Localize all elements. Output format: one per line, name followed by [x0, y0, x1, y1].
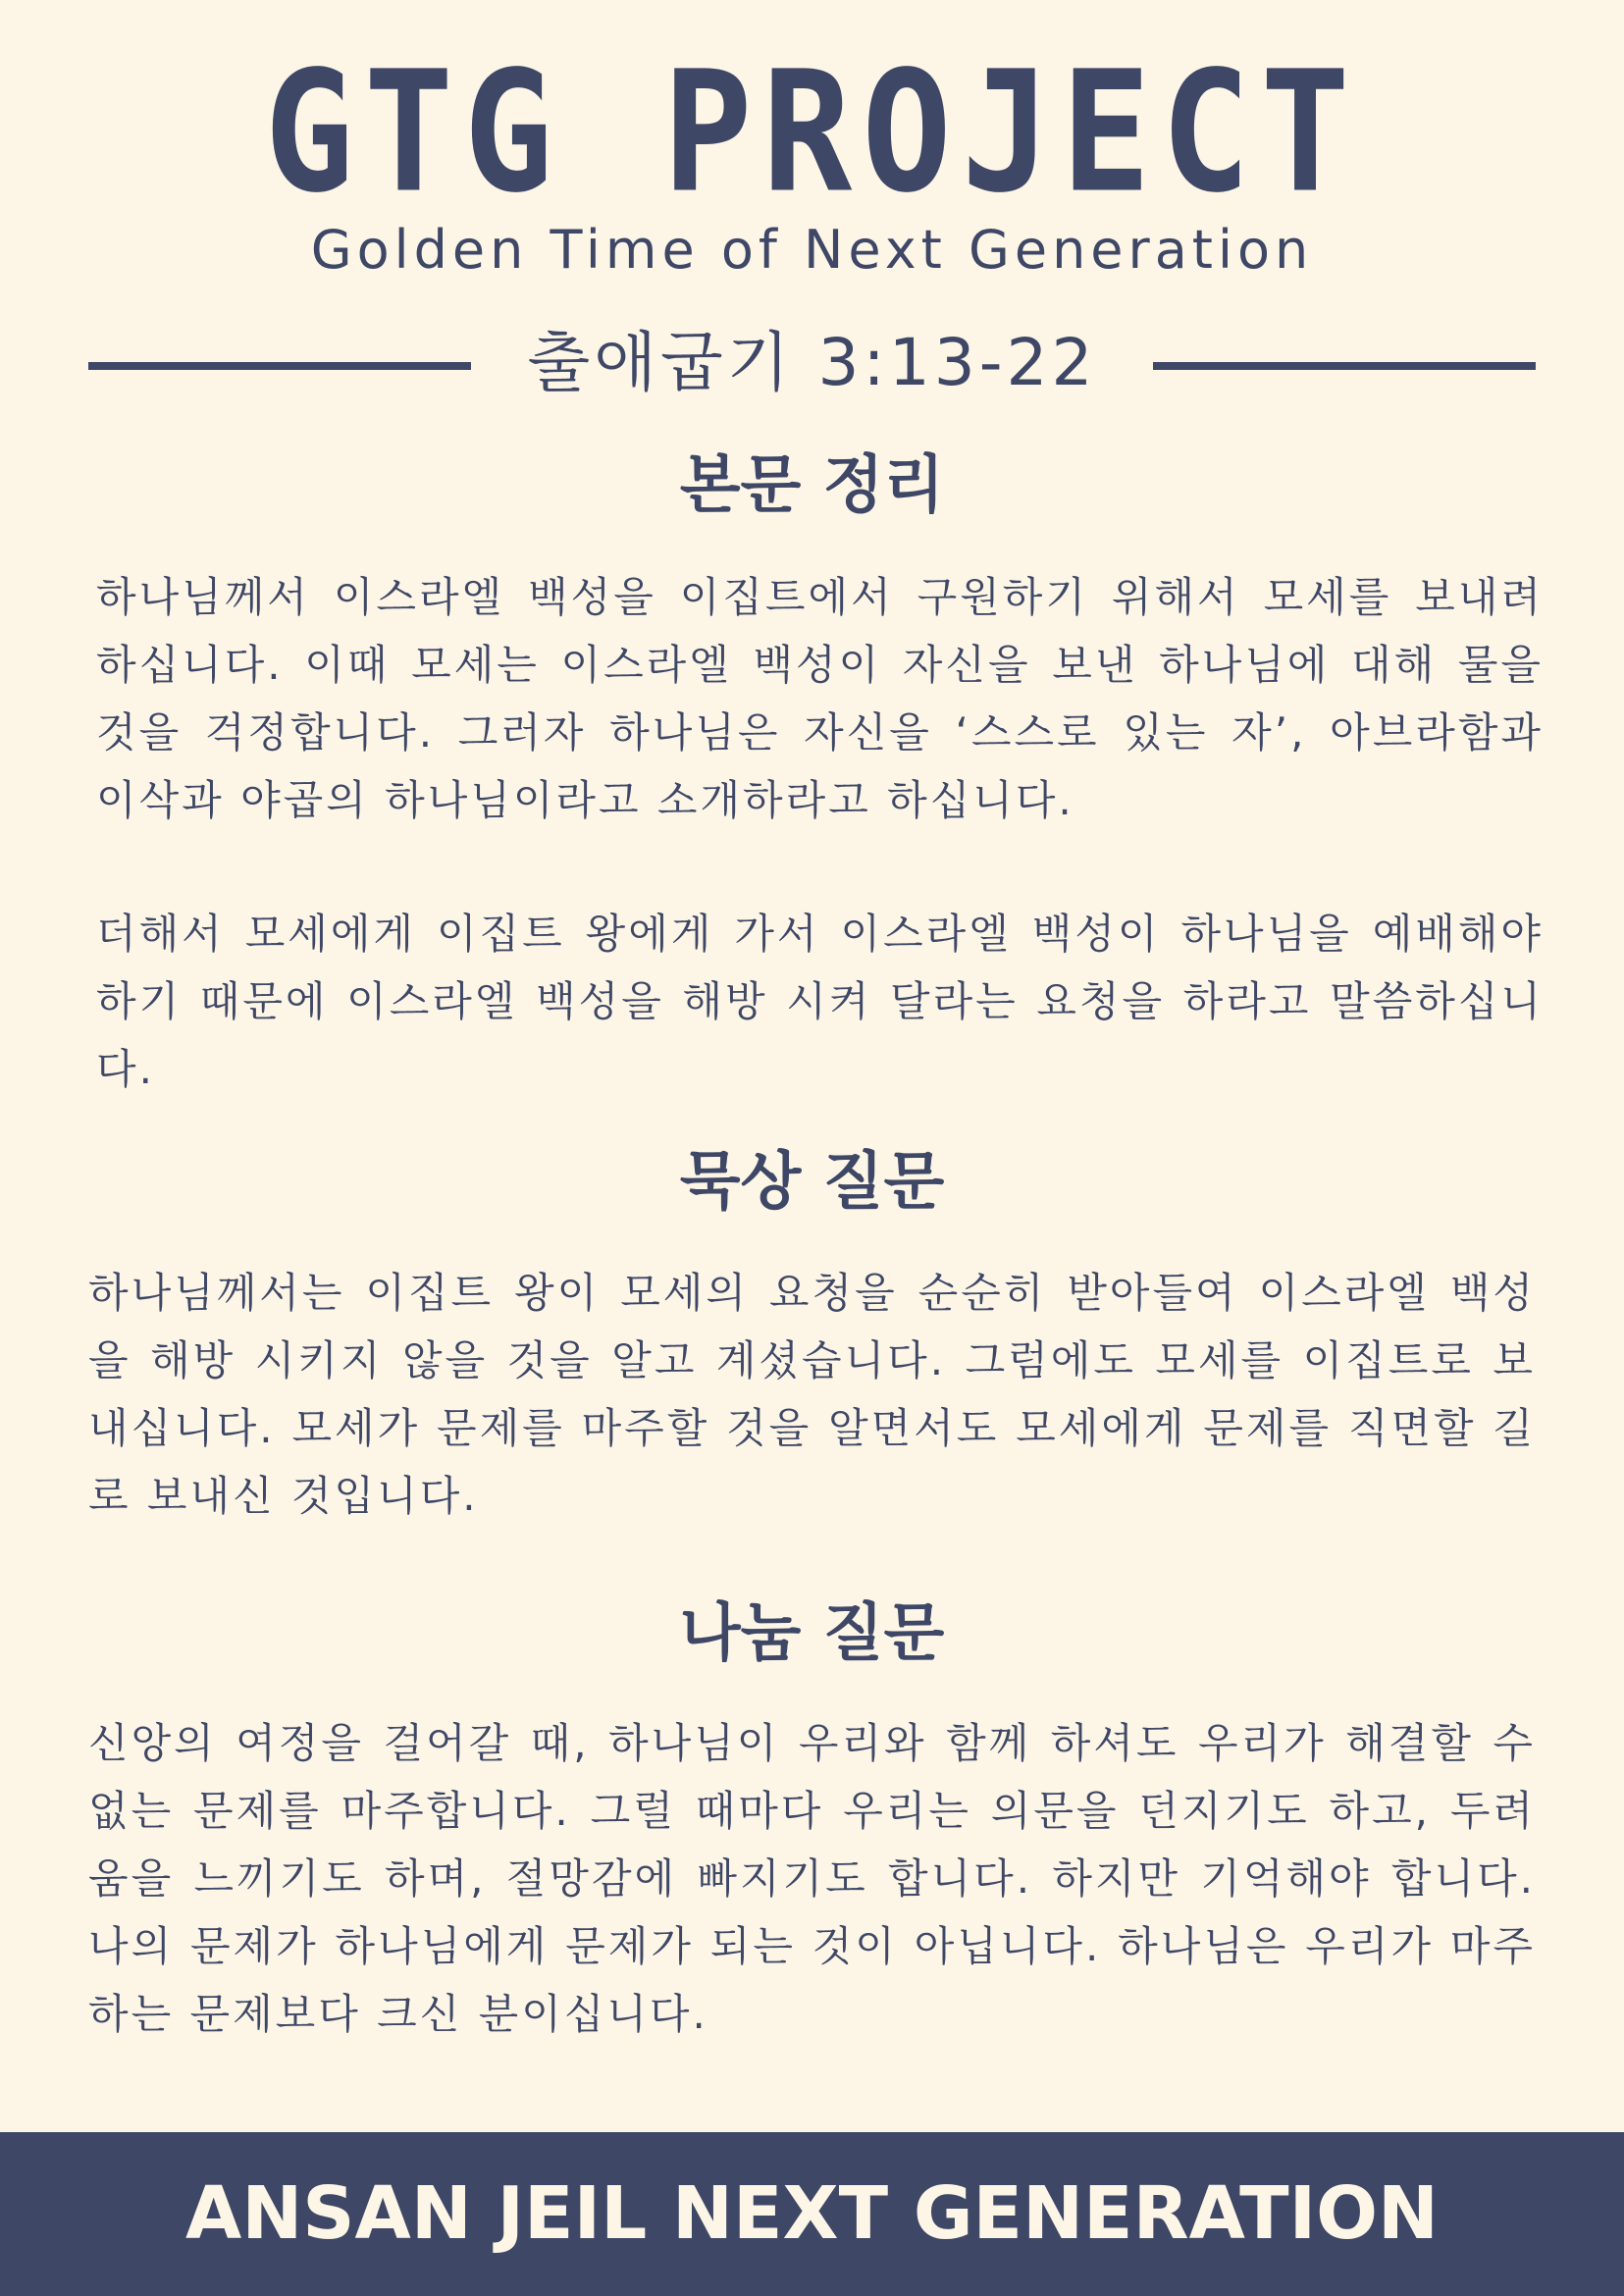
footer-banner	[0, 2132, 1624, 2296]
page-subtitle: Golden Time of Next Generation	[310, 219, 1314, 281]
scripture-reference: 출애굽기 3:13-22	[527, 325, 1097, 400]
right-divider-line	[1153, 362, 1536, 370]
left-divider-line	[88, 362, 471, 370]
summary-paragraph-1: 하나님께서 이스라엘 백성을 이집트에서 구원하기 위해서 모세를 보내려 하십니다. 이때 모세는 이스라엘 백성이 자신을 보낸 하나님에 대해 물을 것을 걱정합니다. 그러자 하나님은 자신을 ‘스스로 있는 자’, 아브라함과 이삭과 야곱의 하나님이라고 소개하라고 하십니다.	[96, 573, 1544, 824]
meditation-paragraph: 하나님께서는 이집트 왕이 모세의 요청을 순순히 받아들여 이스라엘 백성을 해방 시키지 않을 것을 알고 계셨습니다. 그럼에도 모세를 이집트로 보내십니다. 모세가 문제를 마주할 것을 알면서도 모세에게 문제를 직면할 길로 보내신 것입니다.	[88, 1269, 1536, 1520]
scripture-reference-row	[88, 314, 1536, 412]
section-heading-sharing: 나눔 질문	[679, 1597, 945, 1670]
sharing-paragraph: 신앙의 여정을 걸어갈 때, 하나님이 우리와 함께 하셔도 우리가 해결할 수 없는 문제를 마주합니다. 그럴 때마다 우리는 의문을 던지기도 하고, 두려움을 느끼기도 하며, 절망감에 빠지기도 합니다. 하지만 기억해야 합니다. 나의 문제가 하나님에게 문제가 되는 것이 아닙니다. 하나님은 우리가 마주하는 문제보다 크신 분이십니다.	[88, 1719, 1536, 2038]
summary-paragraph-2: 더해서 모세에게 이집트 왕에게 가서 이스라엘 백성이 하나님을 예배해야 하기 때문에 이스라엘 백성을 해방 시켜 달라는 요청을 하라고 말씀하십니다.	[96, 910, 1544, 1093]
section-heading-summary: 본문 정리	[679, 449, 945, 522]
page-title: GTG PROJECT	[264, 34, 1360, 230]
section-heading-meditation: 묵상 질문	[679, 1146, 945, 1219]
footer-text: ANSAN JEIL NEXT GENERATION	[185, 2171, 1439, 2256]
